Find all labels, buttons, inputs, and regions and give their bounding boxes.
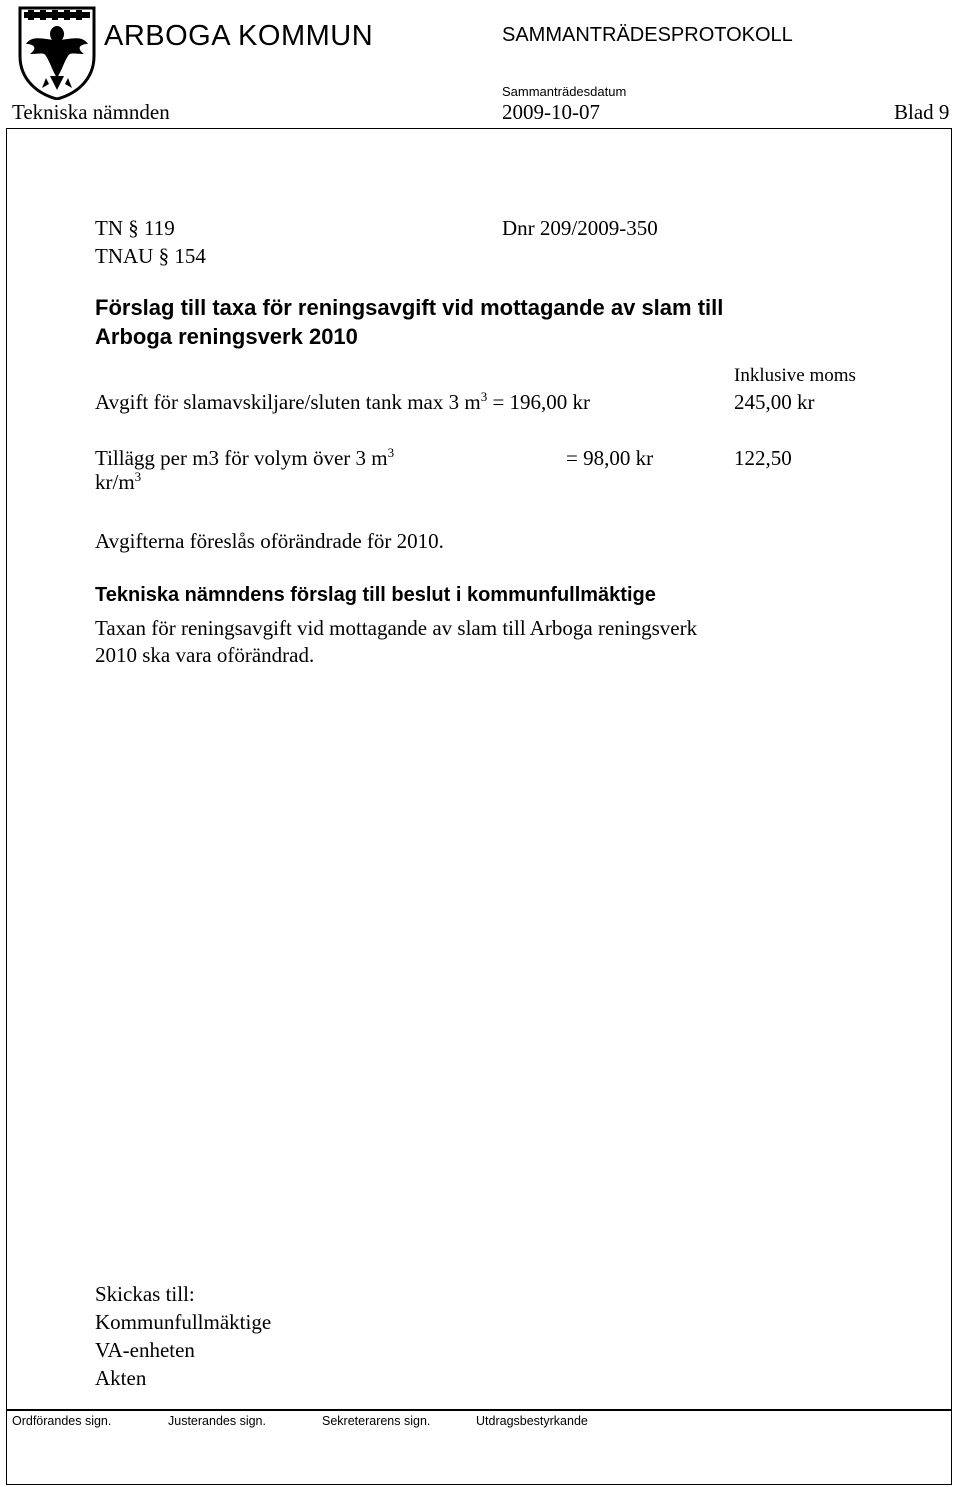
document-type: SAMMANTRÄDESPROTOKOLL (502, 24, 793, 46)
send-to-item: VA-enheten (95, 1338, 195, 1362)
fee-row-2-incl-vat: 122,50 (734, 446, 792, 470)
meeting-date: 2009-10-07 (502, 100, 600, 124)
fee-row-1 (95, 390, 590, 415)
fee-row-1-price: = 196,00 kr (487, 390, 591, 414)
fee-row-2-label: Tillägg per m3 för volym över 3 m (95, 446, 388, 470)
send-to-heading: Skickas till: (95, 1282, 195, 1306)
proposal-text-line-1: Taxan för reningsavgift vid mottagande av slam till Arboga reningsverk (95, 616, 698, 640)
chair-signature-label: Ordförandes sign. (12, 1414, 112, 1428)
fee-row-2-unit-text: kr/m (95, 470, 135, 494)
incl-vat-caption: Inklusive moms (734, 365, 856, 386)
secretary-signature-label: Sekreterarens sign. (322, 1414, 431, 1428)
coat-of-arms-logo (16, 4, 98, 100)
fee-row-2-unit-superscript: 3 (134, 469, 142, 484)
proposal-heading: Tekniska nämndens förslag till beslut i kommunfullmäktige (95, 584, 656, 606)
extract-certification-label: Utdragsbestyrkande (476, 1414, 588, 1428)
proposal-text-line-2: 2010 ska vara oförändrad. (95, 643, 315, 667)
fee-row-1-incl-vat: 245,00 kr (734, 390, 815, 414)
committee-name: Tekniska nämnden (12, 100, 170, 124)
fee-row-2-superscript: 3 (387, 445, 395, 460)
diary-number: Dnr 209/2009-350 (502, 216, 658, 240)
document-title-line-1: Förslag till taxa för reningsavgift vid mottagande av slam till (95, 295, 724, 320)
logo-text: ARBOGA KOMMUN (104, 20, 374, 52)
date-caption: Sammanträdesdatum (502, 84, 627, 99)
fee-row-1-label: Avgift för slamavskiljare/sluten tank max 3 m (95, 390, 481, 414)
fees-note: Avgifterna föreslås oförändrade för 2010. (95, 529, 444, 553)
fee-row-1-superscript: 3 (480, 389, 488, 404)
send-to-item: Kommunfullmäktige (95, 1310, 272, 1334)
send-to-item: Akten (95, 1366, 147, 1390)
fee-row-2-price: = 98,00 kr (566, 446, 654, 470)
tnau-reference: TNAU § 154 (95, 244, 206, 268)
document-title-line-2: Arboga reningsverk 2010 (95, 324, 358, 349)
page-number: Blad 9 (894, 100, 950, 124)
adjuster-signature-label: Justerandes sign. (168, 1414, 266, 1428)
fee-row-2-unit (95, 470, 141, 495)
fee-row-2 (95, 446, 394, 471)
tn-reference: TN § 119 (95, 216, 175, 240)
